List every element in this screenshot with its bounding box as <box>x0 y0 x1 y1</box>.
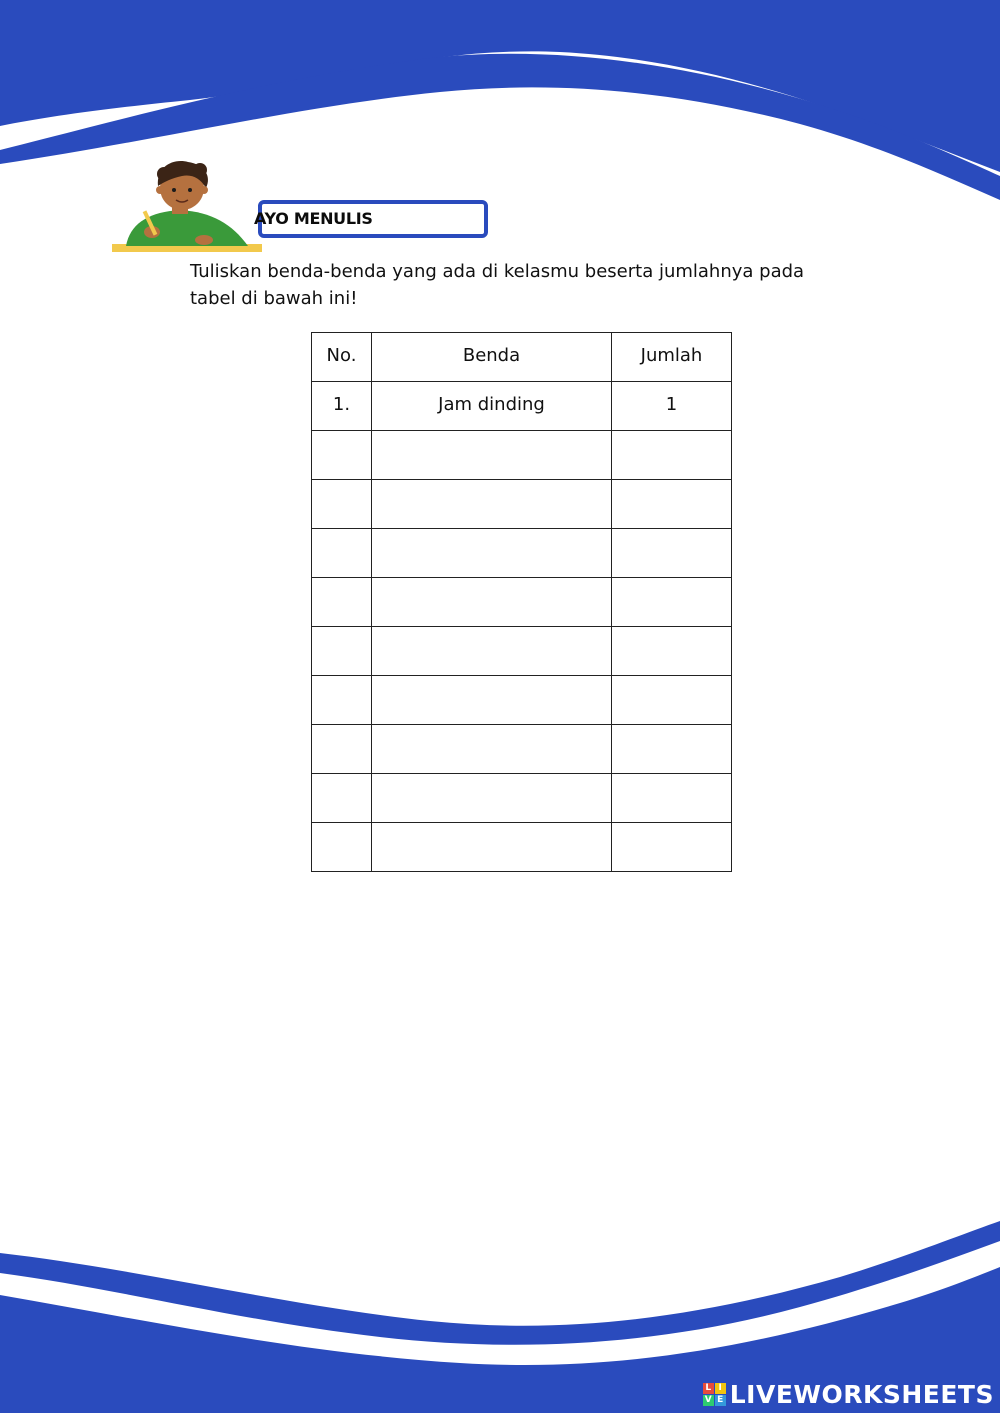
cell-text <box>312 480 371 492</box>
cell-text <box>612 431 731 443</box>
cell-text <box>312 627 371 639</box>
ayo-menulis-badge <box>108 158 408 258</box>
cell-benda[interactable] <box>372 431 612 480</box>
cell-text <box>612 774 731 786</box>
cell-benda[interactable] <box>372 529 612 578</box>
header-no-label: No. <box>326 345 357 366</box>
cell-benda[interactable] <box>372 725 612 774</box>
cell-jumlah[interactable] <box>612 431 732 480</box>
logo-tile: I <box>715 1383 726 1394</box>
cell-text <box>612 823 731 835</box>
cell-jumlah[interactable] <box>612 774 732 823</box>
items-table <box>311 332 732 872</box>
cell-text: 1. <box>332 394 351 415</box>
cell-no[interactable] <box>312 578 372 627</box>
header-jumlah-label: Jumlah <box>640 345 703 366</box>
table-row <box>312 774 732 823</box>
table-row <box>312 382 732 431</box>
logo-tile: E <box>715 1395 726 1406</box>
cell-text <box>612 676 731 688</box>
cell-jumlah[interactable] <box>612 676 732 725</box>
cell-jumlah[interactable] <box>612 382 732 431</box>
table-row <box>312 725 732 774</box>
cell-text <box>312 529 371 541</box>
cell-jumlah[interactable] <box>612 578 732 627</box>
cell-text <box>372 480 611 492</box>
cell-text <box>612 529 731 541</box>
liveworksheets-logo[interactable] <box>703 1379 994 1409</box>
logo-tiles-icon <box>703 1383 726 1406</box>
cell-text <box>372 774 611 786</box>
header-benda-label: Benda <box>462 345 521 366</box>
cell-no[interactable] <box>312 725 372 774</box>
header-benda <box>372 333 612 382</box>
cell-benda[interactable] <box>372 823 612 872</box>
cell-text <box>372 823 611 835</box>
cell-text <box>312 725 371 737</box>
cell-text <box>372 627 611 639</box>
cell-no[interactable] <box>312 823 372 872</box>
cell-text <box>312 431 371 443</box>
cell-benda[interactable] <box>372 480 612 529</box>
cell-no[interactable] <box>312 431 372 480</box>
table-row <box>312 578 732 627</box>
cell-no[interactable] <box>312 774 372 823</box>
cell-text: 1 <box>665 394 678 415</box>
logo-tile: V <box>703 1395 714 1406</box>
cell-benda[interactable] <box>372 382 612 431</box>
cell-text <box>612 725 731 737</box>
cell-text: Jam dinding <box>438 394 545 415</box>
cell-text <box>612 627 731 639</box>
cell-jumlah[interactable] <box>612 725 732 774</box>
cell-text <box>372 431 611 443</box>
cell-benda[interactable] <box>372 627 612 676</box>
cell-jumlah[interactable] <box>612 480 732 529</box>
cell-no[interactable] <box>312 676 372 725</box>
cell-text <box>612 578 731 590</box>
cell-text <box>312 676 371 688</box>
table-header-row <box>312 333 732 382</box>
table-row <box>312 431 732 480</box>
header-no <box>312 333 372 382</box>
cell-text <box>312 774 371 786</box>
cell-no[interactable] <box>312 627 372 676</box>
cell-text <box>312 823 371 835</box>
cell-text <box>372 529 611 541</box>
cell-text <box>312 578 371 590</box>
table-row <box>312 676 732 725</box>
table-row <box>312 529 732 578</box>
table-row <box>312 823 732 872</box>
cell-no[interactable] <box>312 382 372 431</box>
cell-no[interactable] <box>312 480 372 529</box>
cell-text <box>372 725 611 737</box>
cell-jumlah[interactable] <box>612 529 732 578</box>
cell-text <box>612 480 731 492</box>
cell-jumlah[interactable] <box>612 823 732 872</box>
cell-benda[interactable] <box>372 676 612 725</box>
cell-benda[interactable] <box>372 578 612 627</box>
cell-text <box>372 676 611 688</box>
cell-benda[interactable] <box>372 774 612 823</box>
table-row <box>312 480 732 529</box>
cell-no[interactable] <box>312 529 372 578</box>
logo-text: LIVEWORKSHEETS <box>729 1379 994 1409</box>
student-writing-icon <box>108 158 268 258</box>
header-jumlah <box>612 333 732 382</box>
cell-jumlah[interactable] <box>612 627 732 676</box>
logo-tile: L <box>703 1383 714 1394</box>
cell-text <box>372 578 611 590</box>
badge-label: AYO MENULIS <box>254 209 373 228</box>
instruction-text: Tuliskan benda-benda yang ada di kelasmu beserta jumlahnya pada tabel di bawah ini! <box>190 261 805 309</box>
table-row <box>312 627 732 676</box>
